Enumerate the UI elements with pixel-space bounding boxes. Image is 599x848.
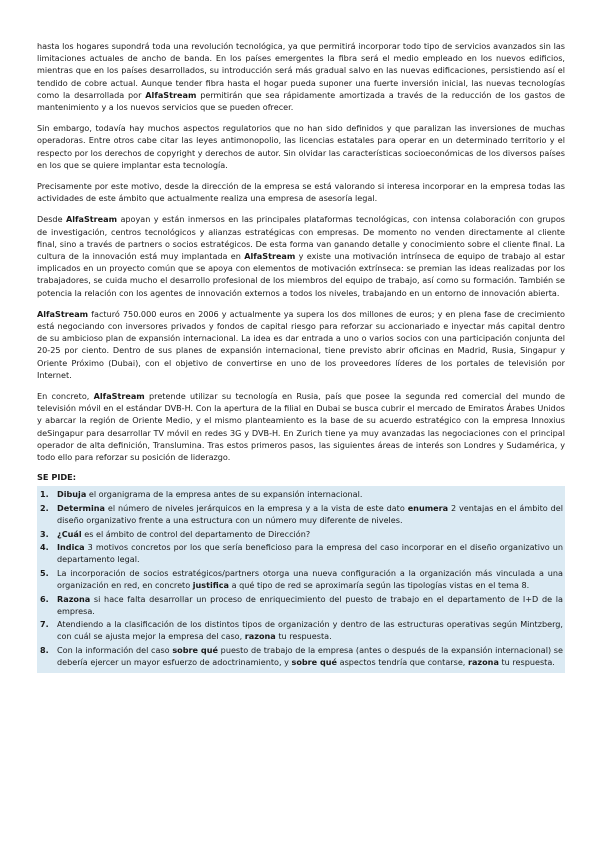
question-text: Atendiendo a la clasificación de los distintos tipos de organización y dentro de las estructuras operativas según Mintzberg, con cuál se ajusta mejor la empresa del caso, razona tu respuesta. <box>57 619 563 642</box>
question-text: Determina el número de niveles jerárquicos en la empresa y a la vista de este dato enumera 2 ventajas en el ámbito del diseño organizativo frente a una estructura con un número muy diferente de niveles. <box>57 502 564 525</box>
question-item <box>37 502 563 526</box>
question-text: La incorporación de socios estratégicos/partners otorga una nueva configuración a la organización más vinculada a una organización en red, en concreto justifica a qué tipo de red se aproximaría según las tipologías vistas en el tema 8. <box>57 567 563 590</box>
question-item <box>37 488 563 500</box>
question-item <box>37 541 563 565</box>
question-item <box>37 644 563 668</box>
body-paragraph: Sin embargo, todavía hay muchos aspectos regulatorios que no han sido definidos y que paralizan las inversiones de muchas operadoras. Entre otros cabe citar las leyes antimonopolio, las licencias estatales para operar en un determinado territorio y el respecto por los derechos de copyright y derechos de autor. Sin olvidar las características socioeconómicas de los diversos países en los que se quiere implantar esta tecnología. <box>37 123 565 170</box>
question-item <box>37 528 563 540</box>
question-number: 7. <box>40 619 49 630</box>
question-text: ¿Cuál es el ámbito de control del departamento de Dirección? <box>57 528 311 539</box>
document-page <box>37 40 565 673</box>
question-number: 6. <box>40 593 49 604</box>
document-body <box>37 40 565 463</box>
question-number: 5. <box>40 567 49 578</box>
question-text: Dibuja el organigrama de la empresa antes de su expansión internacional. <box>57 489 363 500</box>
questions-list <box>37 486 565 672</box>
question-number: 8. <box>40 644 49 655</box>
question-number: 4. <box>40 542 49 553</box>
body-paragraph: En concreto, AlfaStream pretende utilizar su tecnología en Rusia, país que posee la segunda red comercial del mundo de televisión móvil en el estándar DVB-H. Con la apertura de la filial en Dubai se busca cubrir el mercado de Emiratos Árabes Unidos y abarcar la región de Oriente Medio, y el mismo planteamiento es la base de su acuerdo estratégico con la empresa Innoxius deSingapur para desarrollar TV móvil en redes 3G y DVB-H. En Zurich tiene ya muy avanzadas las negociaciones con el principal operador de alta definición, Translumina. Tras estos primeros pasos, las siguientes áreas de interés son Londres y Sudamérica, y todo ello para reforzar su posición de liderazgo. <box>37 391 565 463</box>
question-item <box>37 593 563 617</box>
questions-heading: SE PIDE: <box>37 472 77 483</box>
body-paragraph: Desde AlfaStream apoyan y están inmersos en las principales plataformas tecnológicas, con intensa colaboración con grupos de investigación, centros tecnológicos y alianzas estratégicas con empresas. De momento no venden directamente al cliente final, sino a través de partners o socios estratégicos. De esta forma van ganando detalle y conocimiento sobre el cliente final. La cultura de la innovación está muy implantada en AlfaStream y existe una motivación intrínseca de equipo de trabajo al estar implicados en un proyecto común que se apoya con elementos de motivación extrínseca: se premian las ideas realizadas por los trabajadores, se cuida mucho el desarrollo profesional de los miembros del equipo de trabajo, así como su formación. También se potencia la relación con los agentes de innovación externos a todos los niveles, trabajando en un entorno de innovación abierta. <box>37 214 566 298</box>
question-text: Con la información del caso sobre qué puesto de trabajo de la empresa (antes o después de la expansión internacional) se debería ejercer un mayor esfuerzo de adoctrinamiento, y sobre qué aspectos tendría que contarse, razona tu respuesta. <box>57 644 563 668</box>
question-item <box>37 618 563 642</box>
question-text: Razona si hace falta desarrollar un proceso de enriquecimiento del puesto de trabajo en el departamento de I+D de la empresa. <box>57 593 563 616</box>
body-paragraph: AlfaStream facturó 750.000 euros en 2006 y actualmente ya supera los dos millones de euros; y en plena fase de crecimiento está negociando con inversores privados y fondos de capital riesgo para reforzar su accionariado e inyectar más capital dentro de su ambicioso plan de expansión internacional. La idea es dar entrada a uno o varios socios con una participación conjunta del 20-25 por ciento. Dentro de sus planes de expansión internacional, tiene previsto abrir oficinas en Madrid, Rusia, Singapur y Oriente Próximo (Dubai), con el objetivo de convertirse en uno de los proveedores líderes de los portales de televisión por Internet. <box>37 308 565 380</box>
question-item <box>37 567 563 591</box>
question-number: 2. <box>40 502 49 513</box>
body-paragraph: Precisamente por este motivo, desde la dirección de la empresa se está valorando si interesa incorporar en la empresa todas las actividades de este ámbito que actualmente realiza una empresa de asesoría legal. <box>37 181 565 204</box>
question-number: 3. <box>40 528 49 539</box>
question-text: Indica 3 motivos concretos por los que sería beneficioso para la empresa del caso incorporar en el diseño organizativo un departamento legal. <box>57 542 563 565</box>
question-number: 1. <box>40 489 49 500</box>
body-paragraph: hasta los hogares supondrá toda una revolución tecnológica, ya que permitirá incorporar todo tipo de servicios avanzados sin las limitaciones actuales de ancho de banda. En los países emergentes la fibra será el medio empleado en los nuevos edificios, mientras que en los países desarrollados, su introducción será más gradual salvo en las nuevas edificaciones, persistiendo así el tendido de cobre actual. Aunque tender fibra hasta el hogar pueda suponer una fuerte inversión inicial, las nuevas tecnologías como la desarrollada por AlfaStream permitirán que sea rápidamente amortizada a través de la reducción de los gastos de mantenimiento y a los nuevos servicios que se pueden ofrecer. <box>37 41 565 113</box>
